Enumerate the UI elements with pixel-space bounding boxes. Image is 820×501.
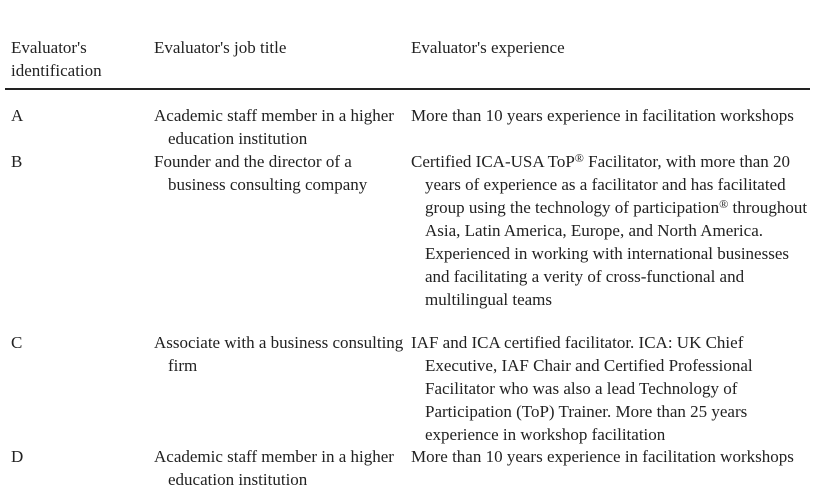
header-job-title: Evaluator's job title	[154, 38, 287, 57]
row-id: A	[11, 106, 24, 125]
experience-text-1: Certified ICA-USA ToP	[411, 152, 575, 171]
row-job-title: Founder and the director of a business consulting company	[154, 152, 368, 194]
row-experience: IAF and ICA certified facilitator. ICA: UK Chief Executive, IAF Chair and Certified Professional Facilitator who was also a lead Technology of Participation (ToP) Trainer. More than 25 years experience in workshop facilitation	[411, 333, 753, 444]
row-job-title: Associate with a business consulting firm	[154, 333, 404, 375]
row-id: C	[11, 333, 23, 352]
header-experience: Evaluator's experience	[411, 38, 565, 57]
row-experience	[411, 150, 811, 311]
experience-text-2: Facilitator, with more than 20 years of experience as a facilitator and has facilitated group using the technology of participation	[425, 152, 791, 217]
experience-text-3: throughout Asia, Latin America, Europe, and North America. Experienced in working with international businesses and facilitating a verity of cross-functional and multilingual teams	[425, 198, 808, 309]
row-experience: More than 10 years experience in facilitation workshops	[411, 106, 794, 125]
registered-mark-icon: ®	[719, 197, 729, 211]
row-id: D	[11, 447, 24, 466]
header-rule	[5, 88, 810, 90]
registered-mark-icon: ®	[574, 151, 584, 165]
row-id: B	[11, 152, 23, 171]
row-job-title: Academic staff member in a higher education institution	[154, 106, 394, 148]
row-experience: More than 10 years experience in facilitation workshops	[411, 447, 794, 466]
row-job-title: Academic staff member in a higher education institution	[154, 447, 394, 489]
header-identification: Evaluator's identification	[11, 38, 102, 80]
